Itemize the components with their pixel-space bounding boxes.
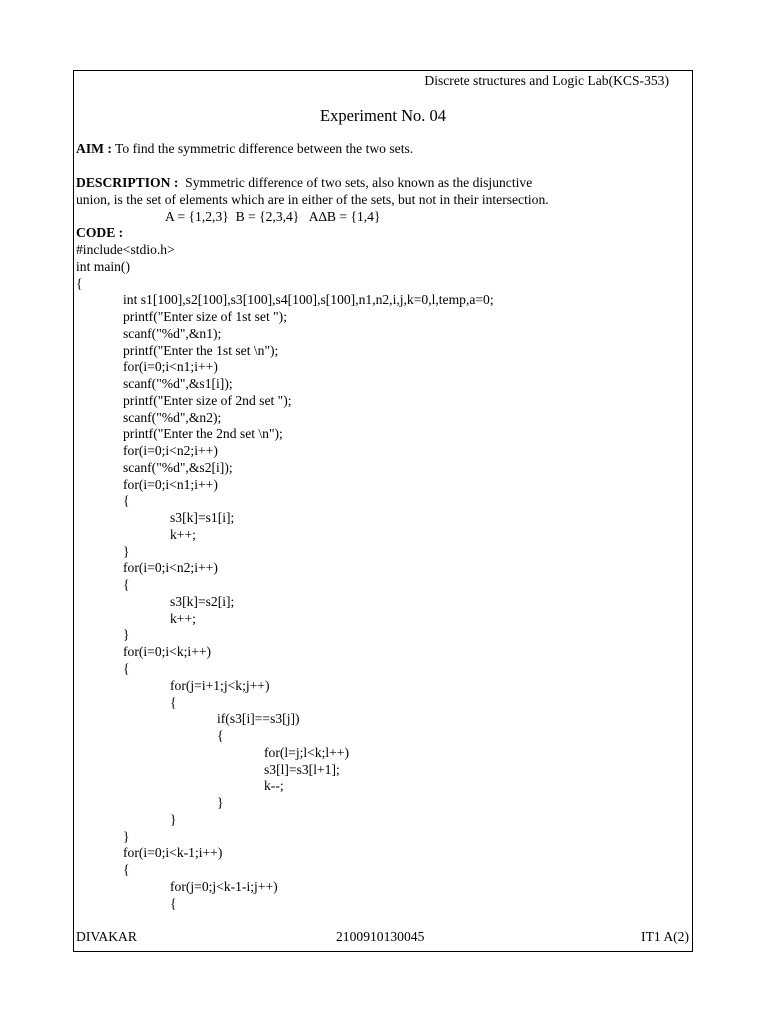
code-line: } (123, 543, 130, 559)
code-line: { (123, 577, 130, 593)
code-line: { (123, 862, 130, 878)
sets-example: A = {1,2,3} B = {2,3,4} A∆B = {1,4} (165, 209, 381, 224)
code-line: } (170, 811, 177, 827)
code-line: { (76, 275, 83, 291)
code-line: s3[l]=s3[l+1]; (264, 761, 340, 777)
code-line: scanf("%d",&s1[i]); (123, 376, 233, 392)
document-page (73, 70, 693, 952)
description-text-1: Symmetric difference of two sets, also known as the disjunctive (178, 175, 533, 190)
code-block (76, 242, 686, 912)
code-line: for(j=i+1;j<k;j++) (170, 677, 270, 693)
code-line: for(l=j;l<k;l++) (264, 744, 350, 760)
code-line: { (123, 661, 130, 676)
code-line: k++; (170, 526, 196, 542)
code-label (76, 225, 123, 241)
code-line: scanf("%d",&n2); (123, 409, 222, 425)
code-line: } (123, 828, 130, 844)
description-line-1 (76, 175, 532, 191)
code-line: for(i=0;i<n1;i++) (123, 476, 218, 492)
footer-roll-number: 2100910130045 (336, 929, 425, 944)
aim-label: AIM : (76, 141, 112, 156)
code-line: printf("Enter size of 1st set "); (123, 309, 287, 325)
code-line: { (170, 895, 177, 911)
code-line: int main() (76, 258, 130, 274)
code-line: for(i=0;i<k-1;i++) (123, 845, 223, 861)
course-header: Discrete structures and Logic Lab(KCS-353) (424, 73, 669, 88)
code-label-text: CODE : (76, 225, 124, 240)
aim-text: To find the symmetric difference between the two sets. (111, 141, 414, 156)
code-line: s3[k]=s2[i]; (170, 593, 235, 609)
code-line: for(i=0;i<n2;i++) (123, 560, 218, 576)
code-line: { (170, 694, 177, 710)
description-label: DESCRIPTION : (76, 175, 179, 190)
code-line: for(i=0;i<k;i++) (123, 644, 212, 660)
footer-student-name: DIVAKAR (76, 929, 137, 944)
code-line: printf("Enter the 2nd set \n"); (123, 426, 283, 442)
code-line: if(s3[i]==s3[j]) (217, 711, 300, 727)
code-line: k++; (170, 610, 196, 626)
code-line: for(i=0;i<n2;i++) (123, 443, 218, 459)
aim-line (76, 141, 413, 157)
code-line: } (123, 627, 130, 643)
footer-class-section: IT1 A(2) (641, 929, 689, 944)
page-title: Experiment No. 04 (319, 106, 446, 125)
code-line: s3[k]=s1[i]; (170, 510, 235, 526)
code-line: printf("Enter the 1st set \n"); (123, 342, 279, 358)
code-line: k--; (264, 778, 284, 794)
code-line: scanf("%d",&s2[i]); (123, 459, 233, 475)
code-line: int s1[100],s2[100],s3[100],s4[100],s[100],n1,n2,i,j,k=0,l,temp,a=0; (123, 292, 494, 308)
code-line: for(i=0;i<n1;i++) (123, 359, 218, 375)
code-line: for(j=0;j<k-1-i;j++) (170, 878, 278, 894)
description-line-2: union, is the set of elements which are in either of the sets, but not in their intersection. (76, 192, 549, 207)
code-line: { (123, 493, 130, 509)
code-line: #include<stdio.h> (76, 242, 175, 257)
code-line: { (217, 728, 224, 744)
code-line: scanf("%d",&n1); (123, 325, 222, 341)
code-line: } (217, 795, 224, 811)
code-line: printf("Enter size of 2nd set "); (123, 392, 292, 408)
